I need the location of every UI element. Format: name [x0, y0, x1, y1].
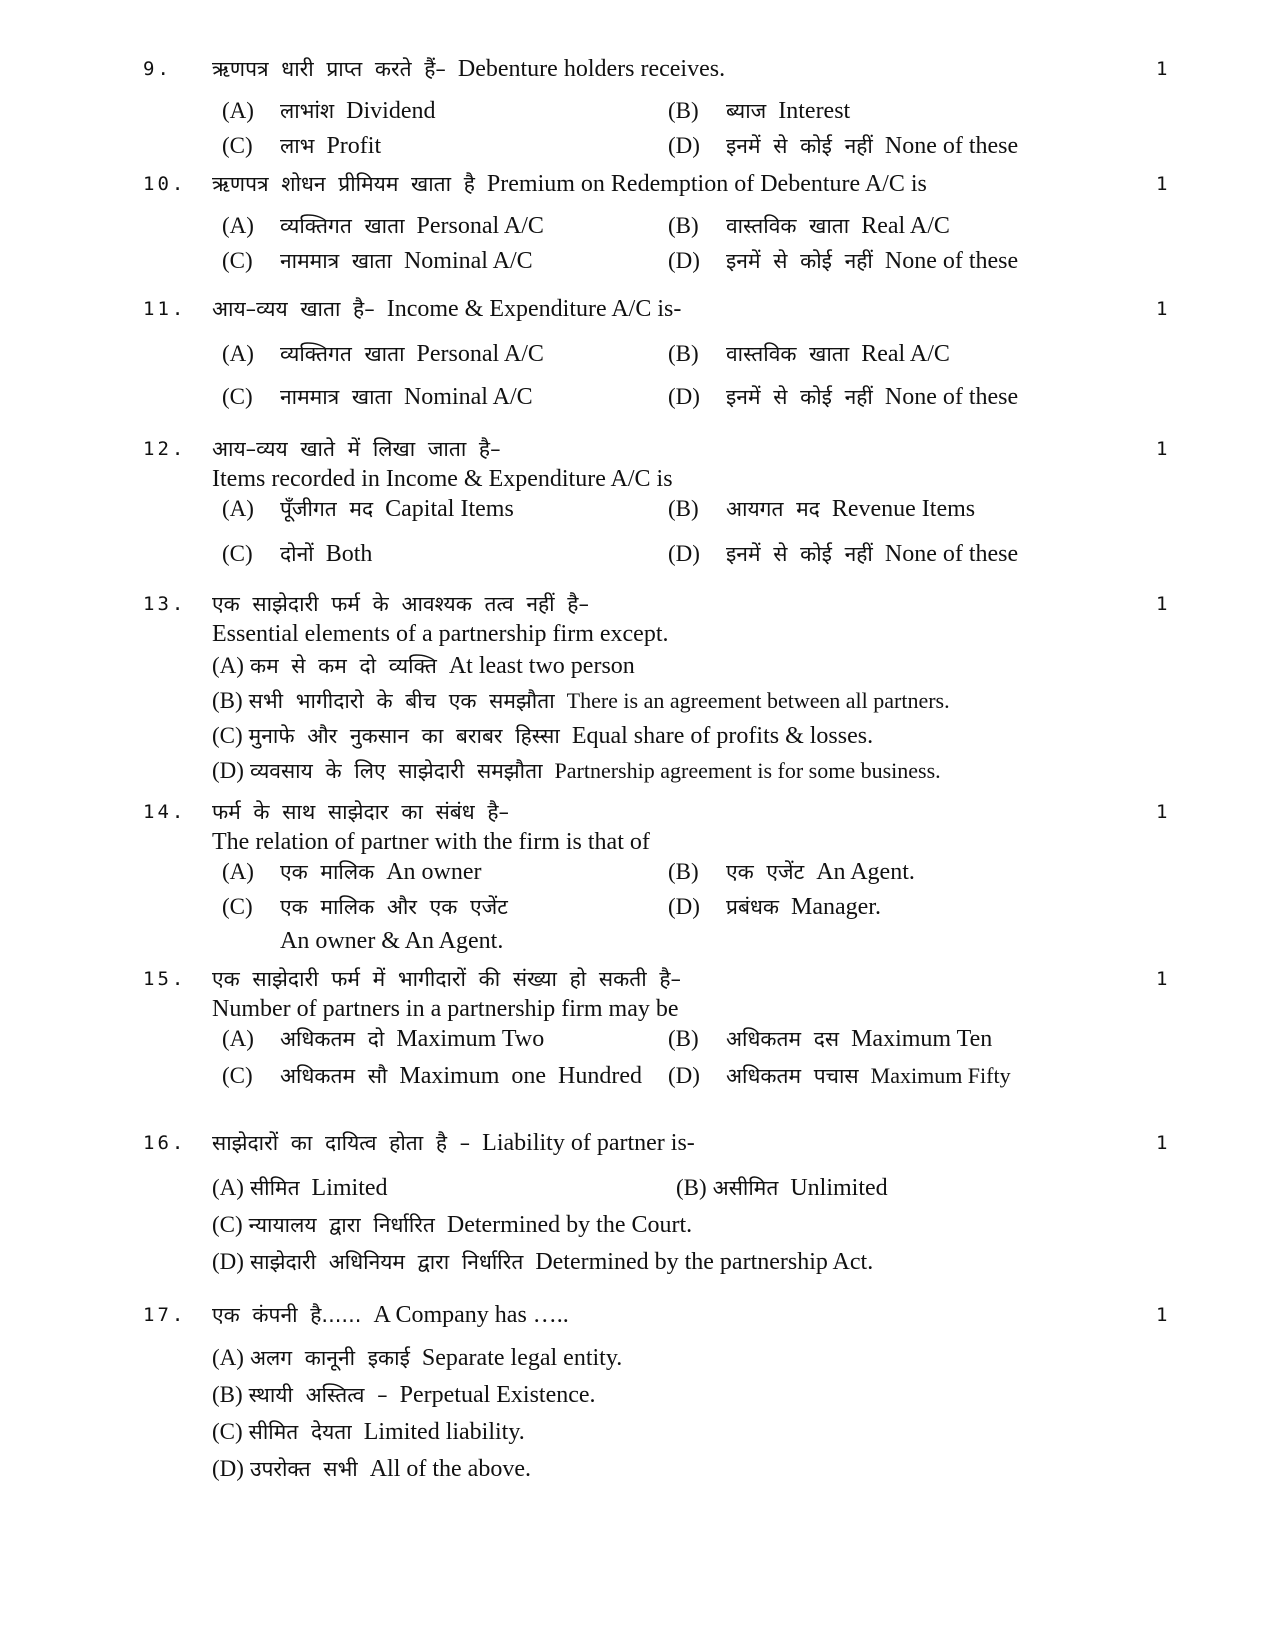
- question-text-english: Income & Expenditure A/C is-: [386, 296, 682, 322]
- option-d: (D) इनमें से कोई नहीं None of these: [668, 384, 1019, 410]
- option-a: (A) व्यक्तिगत खाता Personal A/C: [222, 341, 544, 367]
- marks: 1: [1156, 1132, 1168, 1154]
- option-d: (D) प्रबंधक Manager.: [668, 894, 881, 920]
- option-a: (A) व्यक्तिगत खाता Personal A/C: [222, 213, 544, 239]
- marks: 1: [1156, 968, 1168, 990]
- question-text-hindi: आय–व्यय खाता है–: [212, 297, 375, 321]
- question-number: 13.: [143, 593, 187, 615]
- question-text-english: The relation of partner with the firm is that of: [212, 829, 650, 855]
- question-text-english: Number of partners in a partnership firm may be: [212, 996, 679, 1022]
- option-b: (B) अधिकतम दस Maximum Ten: [668, 1026, 993, 1052]
- option-d: (D) इनमें से कोई नहीं None of these: [668, 541, 1019, 567]
- question-text-english: Debenture holders receives.: [457, 56, 726, 82]
- option-c: (C) सीमित देयता Limited liability.: [212, 1419, 525, 1445]
- option-d: (D) साझेदारी अधिनियम द्वारा निर्धारित Determined by the partnership Act.: [212, 1249, 874, 1275]
- option-a: (A) कम से कम दो व्यक्ति At least two person: [212, 653, 635, 679]
- marks: 1: [1156, 298, 1168, 320]
- option-d: (D) उपरोक्त सभी All of the above.: [212, 1456, 531, 1482]
- option-c: (C) न्यायालय द्वारा निर्धारित Determined by the Court.: [212, 1212, 693, 1238]
- option-c: (C) लाभ Profit: [222, 133, 382, 159]
- option-d: (D) व्यवसाय के लिए साझेदारी समझौता Partnership agreement is for some business.: [212, 758, 941, 783]
- question-text-hindi: ऋणपत्र धारी प्राप्त करते हैं–: [212, 57, 446, 81]
- option-c: (C) अधिकतम सौ Maximum one Hundred: [222, 1063, 642, 1089]
- question-text-english: Liability of partner is-: [482, 1130, 695, 1156]
- question-text-hindi: साझेदारों का दायित्व होता है –: [212, 1131, 471, 1155]
- question-text-english: Premium on Redemption of Debenture A/C is: [486, 171, 927, 197]
- marks: 1: [1156, 1304, 1168, 1326]
- option-c: (C) मुनाफे और नुकसान का बराबर हिस्सा Equal share of profits & losses.: [212, 723, 874, 749]
- marks: 1: [1156, 58, 1168, 80]
- option-a: (A) अधिकतम दो Maximum Two: [222, 1026, 545, 1052]
- option-b: (B) वास्तविक खाता Real A/C: [668, 341, 950, 367]
- question-number: 11.: [143, 298, 187, 320]
- question-text-hindi: एक कंपनी है......: [212, 1303, 362, 1327]
- option-d: (D) अधिकतम पचास Maximum Fifty: [668, 1063, 1011, 1088]
- marks: 1: [1156, 593, 1168, 615]
- question-text-hindi: आय–व्यय खाते में लिखा जाता है–: [212, 437, 501, 461]
- question-text-english: Essential elements of a partnership firm except.: [212, 621, 669, 647]
- marks: 1: [1156, 801, 1168, 823]
- option-a: (A) सीमित Limited: [212, 1175, 388, 1201]
- option-a: (A) पूँजीगत मद Capital Items: [222, 496, 514, 522]
- option-d: (D) इनमें से कोई नहीं None of these: [668, 133, 1019, 159]
- option-a: (A) लाभांश Dividend: [222, 98, 436, 124]
- question-number: 12.: [143, 438, 187, 460]
- marks: 1: [1156, 438, 1168, 460]
- question-text-hindi: फर्म के साथ साझेदार का संबंध है–: [212, 800, 509, 824]
- option-d: (D) इनमें से कोई नहीं None of these: [668, 248, 1019, 274]
- option-a: (A) अलग कानूनी इकाई Separate legal entity.: [212, 1345, 623, 1371]
- question-number: 10.: [143, 173, 187, 195]
- question-text-hindi: एक साझेदारी फर्म के आवश्यक तत्व नहीं है–: [212, 592, 589, 616]
- question-text-hindi: एक साझेदारी फर्म में भागीदारों की संख्या हो सकती है–: [212, 967, 681, 991]
- question-number: 14.: [143, 801, 187, 823]
- option-a: (A) एक मालिक An owner: [222, 859, 482, 885]
- option-b: (B) एक एजेंट An Agent.: [668, 859, 915, 885]
- question-text-hindi: ऋणपत्र शोधन प्रीमियम खाता है: [212, 172, 475, 196]
- option-c: (C) नाममात्र खाता Nominal A/C: [222, 248, 533, 274]
- option-b: (B) स्थायी अस्तित्व – Perpetual Existence.: [212, 1382, 596, 1408]
- question-number: 16.: [143, 1132, 187, 1154]
- question-number: 9.: [143, 58, 172, 80]
- option-b: (B) सभी भागीदारो के बीच एक समझौता There is an agreement between all partners.: [212, 688, 950, 713]
- option-b: (B) वास्तविक खाता Real A/C: [668, 213, 950, 239]
- option-c: (C) एक मालिक और एक एजेंट An owner & An Agent.: [222, 894, 508, 954]
- option-b: (B) असीमित Unlimited: [676, 1175, 888, 1201]
- option-b: (B) आयगत मद Revenue Items: [668, 496, 976, 522]
- marks: 1: [1156, 173, 1168, 195]
- question-text-english: A Company has …..: [373, 1302, 569, 1328]
- question-number: 17.: [143, 1304, 187, 1326]
- question-number: 15.: [143, 968, 187, 990]
- question-text-english: Items recorded in Income & Expenditure A/C is: [212, 466, 673, 492]
- option-c: (C) नाममात्र खाता Nominal A/C: [222, 384, 533, 410]
- option-b: (B) ब्याज Interest: [668, 98, 851, 124]
- option-c: (C) दोनों Both: [222, 541, 373, 567]
